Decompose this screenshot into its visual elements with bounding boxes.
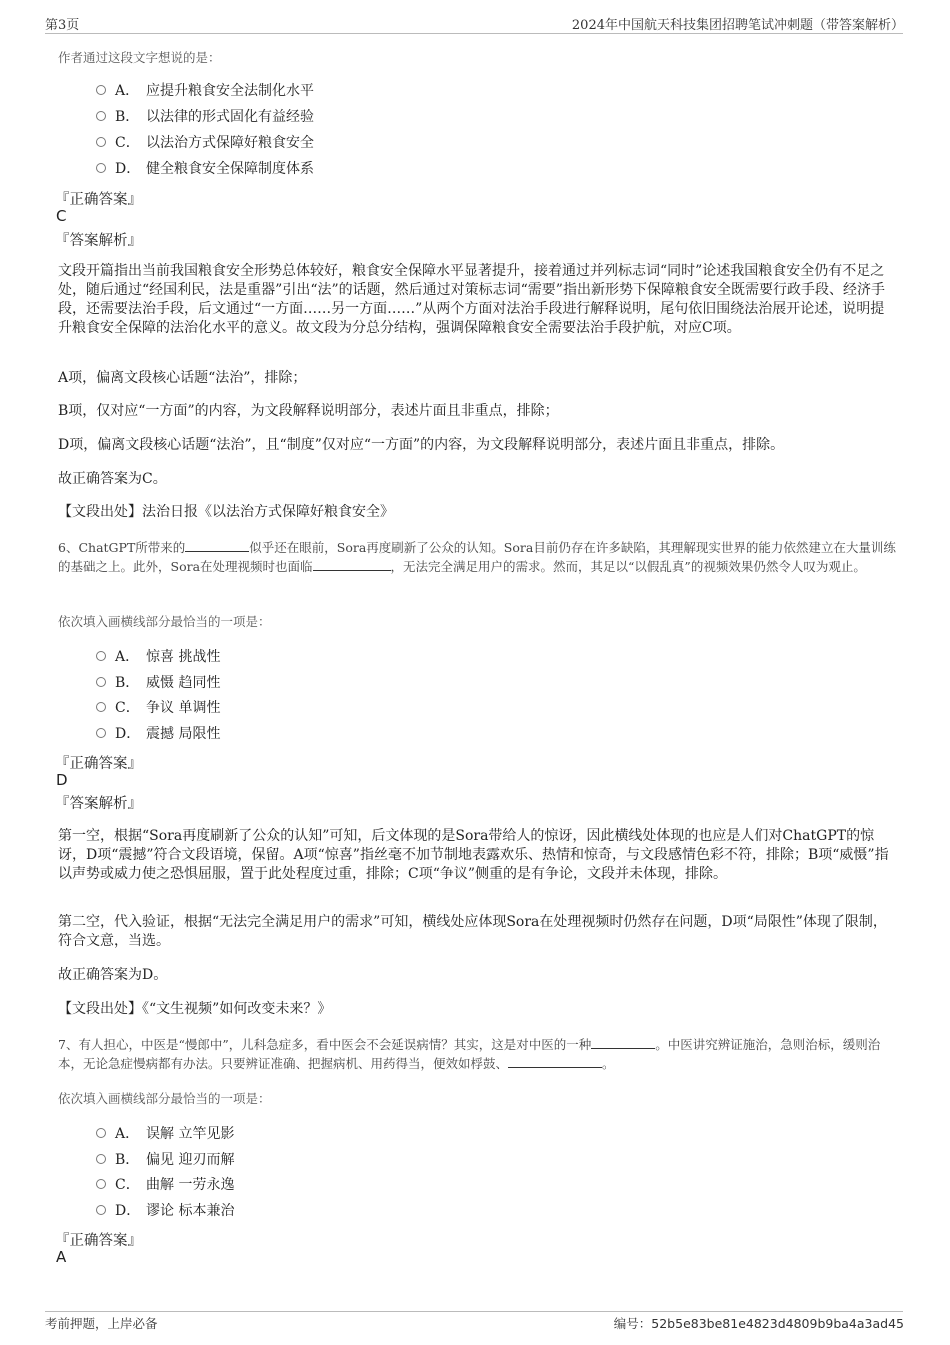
radio-icon[interactable] xyxy=(96,85,106,95)
q5-analysis-b: B项，仅对应“一方面”的内容，为文段解释说明部分，表述片面且非重点，排除； xyxy=(58,403,559,419)
q5-answer: C xyxy=(56,207,67,225)
page-number: 第3页 xyxy=(45,18,80,33)
q5-analysis-label: 『答案解析』 xyxy=(55,233,142,249)
q6-option-d[interactable]: D． 震撼 局限性 xyxy=(96,724,220,744)
q6-source: 【文段出处】《“文生视频”如何改变未来？》 xyxy=(58,1001,332,1017)
radio-icon[interactable] xyxy=(96,1154,106,1164)
q7-answer: A xyxy=(56,1248,67,1266)
radio-icon[interactable] xyxy=(96,111,106,121)
q7-option-a[interactable]: A． 误解 立竿见影 xyxy=(96,1124,234,1144)
radio-icon[interactable] xyxy=(96,1179,106,1189)
q7-option-d[interactable]: D． 谬论 标本兼治 xyxy=(96,1201,234,1221)
q6-blank-1[interactable] xyxy=(185,539,249,552)
q6-prompt: 依次填入画横线部分最恰当的一项是： xyxy=(58,614,271,629)
footer-slogan: 考前押题，上岸必备 xyxy=(45,1316,158,1331)
q7-stem: 7、有人担心，中医是“慢郎中”，儿科急症多，看中医会不会延误病情？其实，这是对中医的一种 。中医讲究辨证施治，急则治标，缓则治本，无论急症慢病都有办法。只要辨证准确、把握病机、用药得当，便效如桴鼓、 。 xyxy=(58,1037,881,1071)
q7-blank-2[interactable] xyxy=(508,1055,602,1068)
q5-option-c[interactable]: C． 以法治方式保障好粮食安全 xyxy=(96,133,314,153)
q5-source: 【文段出处】法治日报《以法治方式保障好粮食安全》 xyxy=(58,504,394,520)
q5-analysis-main: 文段开篇指出当前我国粮食安全形势总体较好，粮食安全保障水平显著提升，接着通过并列标志词“同时”论述我国粮食安全仍有不足之处，随后通过“经国利民，法是重器”引出“法”的话题，然后通过对策标志词“需要”指出新形势下保障粮食安全既需要行政手段、经济手段，还需要法治手段，后文通过“一方面……另一方面……”从两个方面对法治手段进行解释说明，尾句依旧围绕法治展开论述，说明提升粮食安全保障的法治化水平的意义。故文段为分总分结构，强调保障粮食安全需要法治手段护航，对应C项。 xyxy=(58,263,885,336)
q6-answer-label: 『正确答案』 xyxy=(55,756,142,772)
q6-option-b[interactable]: B． 威慑 趋同性 xyxy=(96,673,220,693)
q7-option-c[interactable]: C． 曲解 一劳永逸 xyxy=(96,1175,234,1195)
radio-icon[interactable] xyxy=(96,137,106,147)
q6-analysis-blank-1: 第一空，根据“Sora再度刷新了公众的认知”可知，后文体现的是Sora带给人的惊讶，因此横线处体现的也应是人们对ChatGPT的惊讶，D项“震撼”符合文段语境，保留。A项“惊喜”指丝毫不加节制地表露欢乐、热情和惊奇，与文段感情色彩不符，排除；B项“威慑”指以声势或威力使之恐惧屈服，置于此处程度过重，排除；C项“争议”侧重的是有争论，文段并未体现，排除。 xyxy=(58,828,889,882)
q5-conclusion: 故正确答案为C。 xyxy=(58,471,167,487)
q7-option-b[interactable]: B． 偏见 迎刃而解 xyxy=(96,1150,234,1170)
footer-code: 编号：52b5e83be81e4823d4809b9ba4a3ad45 xyxy=(613,1316,904,1331)
header-divider xyxy=(45,33,903,34)
q5-prompt: 作者通过这段文字想说的是： xyxy=(58,50,221,65)
q5-analysis-d: D项，偏离文段核心话题“法治”，且“制度”仅对应“一方面”的内容，为文段解释说明部分，表述片面且非重点，排除。 xyxy=(58,437,785,453)
q7-answer-label: 『正确答案』 xyxy=(55,1233,142,1249)
q7-blank-1[interactable] xyxy=(591,1036,655,1049)
radio-icon[interactable] xyxy=(96,163,106,173)
radio-icon[interactable] xyxy=(96,651,106,661)
q6-option-c[interactable]: C． 争议 单调性 xyxy=(96,698,220,718)
q6-stem: 6、ChatGPT所带来的 似乎还在眼前，Sora再度刷新了公众的认知。Sora目前仍存在许多缺陷，其理解现实世界的能力依然建立在大量训练的基础之上。此外，Sora在处理视频时也面临 ，无法完全满足用户的需求。然而，其足以“以假乱真”的视频效果仍然令人叹为观止。 xyxy=(58,540,896,574)
q5-answer-label: 『正确答案』 xyxy=(55,192,142,208)
q6-blank-2[interactable] xyxy=(313,558,391,571)
document-title: 2024年中国航天科技集团招聘笔试冲刺题（带答案解析） xyxy=(571,18,904,33)
q5-option-b[interactable]: B． 以法律的形式固化有益经验 xyxy=(96,107,314,127)
q5-analysis-a: A项，偏离文段核心话题“法治”，排除； xyxy=(58,370,307,386)
radio-icon[interactable] xyxy=(96,1205,106,1215)
q6-analysis-label: 『答案解析』 xyxy=(55,796,142,812)
radio-icon[interactable] xyxy=(96,702,106,712)
q7-prompt: 依次填入画横线部分最恰当的一项是： xyxy=(58,1091,271,1106)
q6-answer: D xyxy=(56,771,68,789)
radio-icon[interactable] xyxy=(96,677,106,687)
radio-icon[interactable] xyxy=(96,728,106,738)
q5-option-a[interactable]: A． 应提升粮食安全法制化水平 xyxy=(96,81,314,101)
radio-icon[interactable] xyxy=(96,1128,106,1138)
q6-analysis-blank-2: 第二空，代入验证，根据“无法完全满足用户的需求”可知，横线处应体现Sora在处理视频时仍然存在问题，D项“局限性”体现了限制，符合文意，当选。 xyxy=(58,914,887,949)
q6-option-a[interactable]: A． 惊喜 挑战性 xyxy=(96,647,220,667)
q5-option-d[interactable]: D． 健全粮食安全保障制度体系 xyxy=(96,159,314,179)
q6-conclusion: 故正确答案为D。 xyxy=(58,967,168,983)
footer-divider xyxy=(45,1311,903,1312)
